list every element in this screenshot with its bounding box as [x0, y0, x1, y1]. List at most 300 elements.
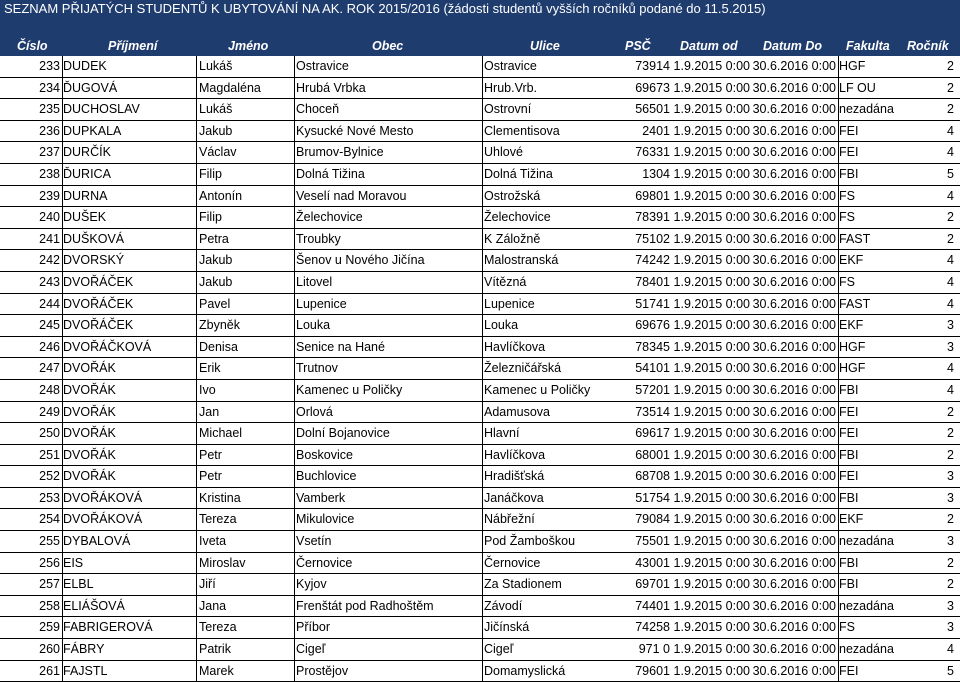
cell-city: Černovice — [296, 555, 353, 570]
cell-year: 2 — [947, 231, 954, 246]
column-divider — [294, 358, 295, 380]
cell-city: Buchlovice — [296, 469, 357, 484]
column-divider — [196, 186, 197, 208]
column-divider — [482, 56, 483, 78]
cell-faculty: FBI — [839, 577, 859, 592]
column-divider — [62, 337, 63, 359]
column-divider — [838, 402, 839, 424]
cell-date-from: 1.9.2015 0:00 — [673, 188, 750, 203]
column-divider — [294, 509, 295, 531]
column-divider — [62, 207, 63, 229]
column-divider — [482, 423, 483, 445]
column-divider — [62, 639, 63, 661]
table-row — [0, 121, 960, 143]
column-divider — [62, 99, 63, 121]
table-row — [0, 488, 960, 510]
cell-name: Erik — [199, 361, 221, 376]
cell-street: Ostrovní — [484, 102, 532, 117]
cell-name: Marek — [199, 663, 234, 678]
column-divider — [62, 358, 63, 380]
cell-city: Prostějov — [296, 663, 349, 678]
cell-faculty: nezadána — [839, 598, 894, 613]
cell-psc: 78391 — [635, 210, 670, 225]
column-divider — [196, 121, 197, 143]
cell-num: 246 — [39, 339, 60, 354]
table-row — [0, 531, 960, 553]
cell-city: Želechovice — [296, 210, 363, 225]
cell-surname: FÁBRY — [63, 642, 105, 657]
cell-name: Petr — [199, 447, 222, 462]
column-divider — [294, 272, 295, 294]
cell-street: Janáčkova — [484, 490, 544, 505]
cell-surname: DVOŘÁK — [63, 404, 116, 419]
cell-date-from: 1.9.2015 0:00 — [673, 642, 750, 657]
column-divider — [62, 423, 63, 445]
column-divider — [62, 380, 63, 402]
table-row — [0, 574, 960, 596]
cell-num: 260 — [39, 642, 60, 657]
cell-name: Jana — [199, 598, 227, 613]
cell-street: Závodí — [484, 598, 523, 613]
cell-name: Antonín — [199, 188, 243, 203]
cell-surname: DYBALOVÁ — [63, 534, 131, 549]
cell-street: Lupenice — [484, 296, 535, 311]
cell-street: Želechovice — [484, 210, 551, 225]
column-divider — [482, 509, 483, 531]
cell-psc: 68708 — [635, 469, 670, 484]
column-divider — [838, 78, 839, 100]
cell-date-from: 1.9.2015 0:00 — [673, 555, 750, 570]
cell-street: Dolná Tižina — [484, 166, 553, 181]
cell-num: 237 — [39, 145, 60, 160]
table-row — [0, 56, 960, 78]
cell-date-to: 30.6.2016 0:00 — [752, 80, 836, 95]
cell-psc: 75501 — [635, 534, 670, 549]
cell-date-to: 30.6.2016 0:00 — [752, 469, 836, 484]
cell-date-to: 30.6.2016 0:00 — [752, 620, 836, 635]
cell-num: 252 — [39, 469, 60, 484]
cell-date-from: 1.9.2015 0:00 — [673, 534, 750, 549]
cell-street: Za Stadionem — [484, 577, 562, 592]
column-divider — [838, 250, 839, 272]
column-divider — [482, 272, 483, 294]
column-divider — [294, 186, 295, 208]
cell-name: Jakub — [199, 123, 233, 138]
cell-name: Magdaléna — [199, 80, 261, 95]
cell-name: Denisa — [199, 339, 238, 354]
table-row — [0, 423, 960, 445]
column-divider — [482, 402, 483, 424]
cell-surname: DUŠKOVÁ — [63, 231, 125, 246]
cell-year: 2 — [947, 59, 954, 73]
header-to: Datum Do — [763, 39, 823, 53]
cell-num: 251 — [39, 447, 60, 462]
column-divider — [838, 380, 839, 402]
cell-city: Dolná Tižina — [296, 166, 365, 181]
cell-psc: 43001 — [635, 555, 670, 570]
cell-date-to: 30.6.2016 0:00 — [752, 318, 836, 333]
column-divider — [62, 294, 63, 316]
cell-city: Ostravice — [296, 59, 349, 73]
table-row — [0, 402, 960, 424]
cell-date-from: 1.9.2015 0:00 — [673, 296, 750, 311]
cell-faculty: FBI — [839, 555, 859, 570]
cell-surname: DVOŘÁK — [63, 426, 116, 441]
cell-street: Ostrožská — [484, 188, 541, 203]
cell-num: 242 — [39, 253, 60, 268]
cell-name: Lukáš — [199, 102, 233, 117]
cell-psc: 69676 — [635, 318, 670, 333]
cell-city: Boskovice — [296, 447, 353, 462]
column-divider — [482, 121, 483, 143]
cell-date-to: 30.6.2016 0:00 — [752, 512, 836, 527]
cell-faculty: FS — [839, 188, 855, 203]
column-divider — [196, 596, 197, 618]
cell-year: 4 — [947, 274, 954, 289]
cell-year: 3 — [947, 534, 954, 549]
column-divider — [838, 56, 839, 78]
cell-name: Tereza — [199, 620, 237, 635]
cell-street: K Záložně — [484, 231, 541, 246]
column-divider — [62, 56, 63, 78]
cell-name: Petr — [199, 469, 222, 484]
cell-city: Frenštát pod Radhoštěm — [296, 598, 434, 613]
column-divider — [62, 617, 63, 639]
column-divider — [196, 142, 197, 164]
cell-street: Malostranská — [484, 253, 559, 268]
column-divider — [482, 207, 483, 229]
cell-surname: DVOŘÁK — [63, 447, 116, 462]
column-divider — [62, 186, 63, 208]
cell-psc: 74242 — [635, 253, 670, 268]
cell-city: Dolní Bojanovice — [296, 426, 390, 441]
cell-year: 4 — [947, 253, 954, 268]
column-divider — [294, 164, 295, 186]
column-divider — [838, 337, 839, 359]
column-divider — [196, 466, 197, 488]
cell-faculty: HGF — [839, 339, 866, 354]
cell-num: 238 — [39, 166, 60, 181]
column-divider — [294, 617, 295, 639]
cell-name: Filip — [199, 210, 222, 225]
table-row — [0, 509, 960, 531]
cell-date-to: 30.6.2016 0:00 — [752, 426, 836, 441]
column-divider — [482, 596, 483, 618]
column-divider — [838, 661, 839, 682]
cell-name: Kristina — [199, 490, 241, 505]
column-divider — [838, 509, 839, 531]
cell-psc: 56501 — [635, 102, 670, 117]
cell-num: 239 — [39, 188, 60, 203]
column-divider — [196, 531, 197, 553]
cell-psc: 78401 — [635, 274, 670, 289]
cell-surname: ĎUGOVÁ — [63, 80, 118, 95]
cell-surname: DVOŘÁK — [63, 469, 116, 484]
column-divider — [196, 250, 197, 272]
cell-street: Hrub.Vrb. — [484, 80, 538, 95]
cell-city: Kamenec u Poličky — [296, 382, 403, 397]
cell-date-to: 30.6.2016 0:00 — [752, 166, 836, 181]
column-divider — [838, 207, 839, 229]
cell-psc: 69801 — [635, 188, 670, 203]
table-row — [0, 639, 960, 661]
column-divider — [62, 596, 63, 618]
column-divider — [482, 294, 483, 316]
table-row — [0, 358, 960, 380]
cell-date-to: 30.6.2016 0:00 — [752, 102, 836, 117]
table-row — [0, 315, 960, 337]
cell-street: Pod Žamboškou — [484, 534, 576, 549]
cell-name: Lukáš — [199, 59, 233, 73]
cell-city: Cigeľ — [296, 642, 326, 657]
cell-city: Kysucké Nové Mesto — [296, 123, 414, 138]
column-divider — [838, 121, 839, 143]
column-divider — [838, 466, 839, 488]
cell-street: Jičínská — [484, 620, 530, 635]
table-row — [0, 229, 960, 251]
header-year: Ročník — [907, 39, 949, 53]
cell-num: 258 — [39, 598, 60, 613]
column-divider — [196, 272, 197, 294]
column-divider — [62, 553, 63, 575]
column-divider — [196, 423, 197, 445]
cell-surname: DURČÍK — [63, 145, 111, 160]
cell-date-from: 1.9.2015 0:00 — [673, 318, 750, 333]
column-divider — [62, 121, 63, 143]
cell-num: 233 — [39, 59, 60, 73]
cell-date-to: 30.6.2016 0:00 — [752, 274, 836, 289]
document-title: SEZNAM PŘIJATÝCH STUDENTŮ K UBYTOVÁNÍ NA AK. ROK 2015/2016 (žádosti studentů vyšších ročníků podané do 11.5.2015) — [0, 0, 960, 36]
cell-street: Louka — [484, 318, 519, 333]
cell-year: 3 — [947, 490, 954, 505]
cell-street: Domamyslická — [484, 663, 566, 678]
cell-street: Clementisova — [484, 123, 560, 138]
column-divider — [294, 337, 295, 359]
cell-num: 254 — [39, 512, 60, 527]
cell-faculty: FAST — [839, 231, 871, 246]
cell-faculty: HGF — [839, 361, 866, 376]
student-table — [0, 56, 960, 682]
column-divider — [294, 229, 295, 251]
column-divider — [838, 186, 839, 208]
header-street: Ulice — [530, 39, 560, 53]
cell-faculty: FEI — [839, 469, 859, 484]
cell-city: Hrubá Vrbka — [296, 80, 366, 95]
cell-date-to: 30.6.2016 0:00 — [752, 642, 836, 657]
column-divider — [482, 78, 483, 100]
cell-date-from: 1.9.2015 0:00 — [673, 512, 750, 527]
cell-date-to: 30.6.2016 0:00 — [752, 210, 836, 225]
column-divider — [196, 337, 197, 359]
column-divider — [294, 294, 295, 316]
cell-num: 236 — [39, 123, 60, 138]
table-row — [0, 380, 960, 402]
cell-name: Iveta — [199, 534, 227, 549]
column-divider — [294, 423, 295, 445]
table-row — [0, 445, 960, 467]
cell-psc: 54101 — [635, 361, 670, 376]
cell-faculty: FEI — [839, 123, 859, 138]
cell-date-from: 1.9.2015 0:00 — [673, 145, 750, 160]
header-surname: Příjmení — [108, 39, 158, 53]
cell-faculty: FEI — [839, 145, 859, 160]
cell-surname: DVOŘÁČEK — [63, 318, 134, 333]
header-num: Číslo — [17, 39, 48, 53]
cell-surname: DUŠEK — [63, 210, 107, 225]
cell-date-from: 1.9.2015 0:00 — [673, 620, 750, 635]
cell-city: Troubky — [296, 231, 341, 246]
cell-year: 2 — [947, 447, 954, 462]
cell-num: 257 — [39, 577, 60, 592]
cell-name: Michael — [199, 426, 243, 441]
column-divider — [196, 207, 197, 229]
column-divider — [62, 488, 63, 510]
cell-surname: ELBL — [63, 577, 94, 592]
cell-city: Šenov u Nového Jičína — [296, 253, 425, 268]
column-divider — [294, 56, 295, 78]
cell-psc: 74401 — [635, 598, 670, 613]
column-divider — [838, 423, 839, 445]
column-divider — [482, 337, 483, 359]
cell-psc: 76331 — [635, 145, 670, 160]
column-divider — [196, 509, 197, 531]
cell-num: 235 — [39, 102, 60, 117]
cell-year: 3 — [947, 339, 954, 354]
cell-name: Petra — [199, 231, 229, 246]
cell-date-to: 30.6.2016 0:00 — [752, 231, 836, 246]
column-divider — [482, 488, 483, 510]
cell-psc: 69617 — [635, 426, 670, 441]
cell-faculty: FS — [839, 210, 855, 225]
cell-date-to: 30.6.2016 0:00 — [752, 59, 836, 73]
cell-date-to: 30.6.2016 0:00 — [752, 598, 836, 613]
cell-num: 243 — [39, 274, 60, 289]
column-divider — [482, 553, 483, 575]
cell-surname: DURNA — [63, 188, 108, 203]
column-divider — [196, 229, 197, 251]
cell-name: Ivo — [199, 382, 216, 397]
cell-city: Louka — [296, 318, 331, 333]
cell-psc: 51741 — [635, 296, 670, 311]
cell-date-from: 1.9.2015 0:00 — [673, 469, 750, 484]
cell-name: Zbyněk — [199, 318, 240, 333]
cell-surname: EIS — [63, 555, 84, 570]
cell-year: 4 — [947, 296, 954, 311]
table-row — [0, 617, 960, 639]
cell-psc: 73914 — [635, 59, 670, 73]
cell-faculty: HGF — [839, 59, 866, 73]
cell-num: 244 — [39, 296, 60, 311]
column-divider — [294, 99, 295, 121]
cell-name: Jiří — [199, 577, 216, 592]
cell-surname: DVOŘÁK — [63, 361, 116, 376]
cell-year: 3 — [947, 318, 954, 333]
cell-faculty: FEI — [839, 404, 859, 419]
column-divider — [294, 250, 295, 272]
column-divider — [294, 466, 295, 488]
cell-street: Havlíčkova — [484, 339, 546, 354]
cell-year: 2 — [947, 404, 954, 419]
column-divider — [838, 164, 839, 186]
column-divider — [62, 229, 63, 251]
column-divider — [838, 229, 839, 251]
cell-date-to: 30.6.2016 0:00 — [752, 145, 836, 160]
table-row — [0, 661, 960, 682]
column-divider — [62, 272, 63, 294]
column-divider — [294, 531, 295, 553]
column-divider — [294, 315, 295, 337]
cell-street: Nábřežní — [484, 512, 535, 527]
column-divider — [838, 553, 839, 575]
cell-year: 5 — [947, 166, 954, 181]
cell-date-to: 30.6.2016 0:00 — [752, 123, 836, 138]
cell-date-to: 30.6.2016 0:00 — [752, 253, 836, 268]
column-divider — [294, 380, 295, 402]
column-divider — [482, 466, 483, 488]
column-divider — [62, 250, 63, 272]
column-divider — [196, 315, 197, 337]
cell-year: 3 — [947, 598, 954, 613]
cell-name: Jan — [199, 404, 220, 419]
cell-surname: DVOŘÁK — [63, 382, 116, 397]
cell-surname: DVOŘÁKOVÁ — [63, 512, 143, 527]
column-divider — [196, 639, 197, 661]
column-divider — [838, 574, 839, 596]
cell-date-from: 1.9.2015 0:00 — [673, 339, 750, 354]
cell-year: 3 — [947, 620, 954, 635]
cell-street: Uhlové — [484, 145, 523, 160]
column-divider — [294, 596, 295, 618]
column-divider — [62, 574, 63, 596]
cell-date-to: 30.6.2016 0:00 — [752, 361, 836, 376]
cell-surname: DVOŘÁKOVÁ — [63, 490, 143, 505]
cell-surname: ĎURICA — [63, 166, 111, 181]
column-divider — [482, 164, 483, 186]
cell-date-to: 30.6.2016 0:00 — [752, 296, 836, 311]
cell-date-from: 1.9.2015 0:00 — [673, 490, 750, 505]
cell-city: Litovel — [296, 274, 333, 289]
cell-psc: 73514 — [635, 404, 670, 419]
column-divider — [294, 553, 295, 575]
column-divider — [482, 445, 483, 467]
column-divider — [196, 553, 197, 575]
column-divider — [482, 617, 483, 639]
cell-faculty: FBI — [839, 490, 859, 505]
column-divider — [838, 272, 839, 294]
cell-faculty: nezadána — [839, 642, 894, 657]
cell-num: 255 — [39, 534, 60, 549]
cell-name: Pavel — [199, 296, 231, 311]
column-divider — [196, 661, 197, 682]
cell-num: 245 — [39, 318, 60, 333]
column-divider — [294, 488, 295, 510]
header-psc: PSČ — [625, 39, 651, 53]
column-divider — [482, 358, 483, 380]
cell-psc: 79084 — [635, 512, 670, 527]
cell-street: Hlavní — [484, 426, 520, 441]
cell-num: 248 — [39, 382, 60, 397]
table-row — [0, 99, 960, 121]
table-row — [0, 466, 960, 488]
cell-surname: DVORSKÝ — [63, 253, 125, 268]
cell-date-from: 1.9.2015 0:00 — [673, 382, 750, 397]
cell-num: 240 — [39, 210, 60, 225]
cell-faculty: EKF — [839, 512, 864, 527]
cell-psc: 69701 — [635, 577, 670, 592]
cell-date-to: 30.6.2016 0:00 — [752, 663, 836, 678]
cell-date-from: 1.9.2015 0:00 — [673, 274, 750, 289]
cell-date-from: 1.9.2015 0:00 — [673, 404, 750, 419]
